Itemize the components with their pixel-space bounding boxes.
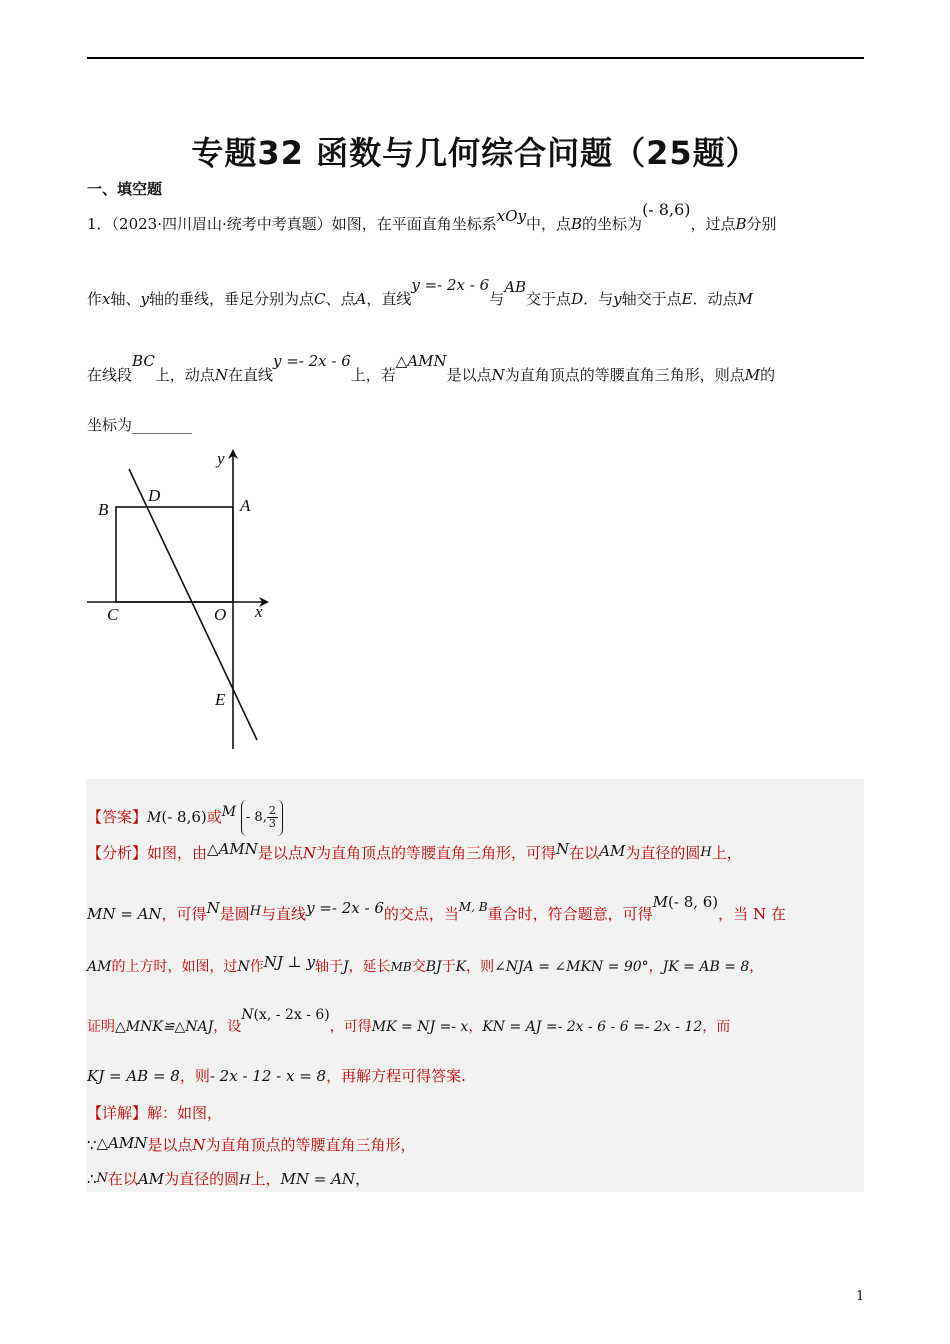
fraction: $\frac{2}{3}$ <box>268 804 276 830</box>
analysis-line-5: KJ = AB = 8，则- 2x - 12 - x = 8，再解方程可得答案. <box>87 1067 466 1085</box>
label-E: E <box>215 690 226 709</box>
label-x: x <box>255 602 263 621</box>
analysis-line-2: MN = AN，可得N是圆H与直线y =- 2x - 6的交点，当$^{M, B}$重合时，符合题意，可得M(- 8, 6)，当 N 在 <box>87 893 786 923</box>
label-D: D <box>148 486 161 505</box>
question-line-4: 坐标为________ <box>87 416 193 434</box>
analysis-line-1: 【分析】如图，由△AMN是以点N为直角顶点的等腰直角三角形，可得N在以AM为直径的圆H上， <box>87 840 742 862</box>
label-B: B <box>98 500 109 519</box>
line-y-eq-minus2x-minus6 <box>129 469 257 740</box>
question-line-3: 在线段BC上，动点N在直线y =- 2x - 6上，若△AMN是以点N为直角顶点的等腰直角三角形，则点M的 <box>87 352 776 384</box>
detail-line-1: 【详解】解：如图， <box>87 1104 223 1122</box>
label-y: y <box>217 449 225 468</box>
geometry-figure <box>87 445 287 755</box>
section-heading: 一、填空题 <box>87 180 163 198</box>
page-title: 专题32 函数与几何综合问题（25题） <box>191 134 759 172</box>
top-rule <box>87 57 864 59</box>
analysis-line-3: AM的上方时，如图，过N作NJ ⊥ y轴于J，延长MB交BJ于K，则∠NJA = ∠MKN = 90°，JK = AB = 8， <box>87 953 764 975</box>
label-O: O <box>214 605 227 624</box>
question-line-2: 作x轴、y轴的垂线，垂足分别为点C、点A，直线y =- 2x - 6与AB交于点D．与y轴交于点E．动点M <box>87 276 753 308</box>
analysis-line-4: 证明△MNK≌△NAJ，设N(x, - 2x - 6)，可得MK = NJ =- x，KN = AJ =- 2x - 6 - 6 =- 2x - 12，而 <box>87 1007 731 1035</box>
rectangle-abco <box>116 507 233 602</box>
detail-line-3: ∴N在以AM为直径的圆H上，MN = AN， <box>87 1170 371 1188</box>
answer-line: 【答案】M(- 8,6)或M - 8, $\frac{2}{3}$ <box>87 800 283 836</box>
answer-box <box>86 779 864 1192</box>
label-A: A <box>240 496 251 515</box>
page-number: 1 <box>856 1289 865 1304</box>
detail-line-2: ∵△AMN是以点N为直角顶点的等腰直角三角形， <box>87 1134 416 1154</box>
label-C: C <box>107 605 119 624</box>
question-line-1: 1．（2023·四川眉山·统考中考真题）如图，在平面直角坐标系xOy中，点B的坐标为(- 8,6)，过点B分别 <box>87 200 777 233</box>
answer-coord-2: - 8, $\frac{2}{3}$ <box>241 800 283 836</box>
